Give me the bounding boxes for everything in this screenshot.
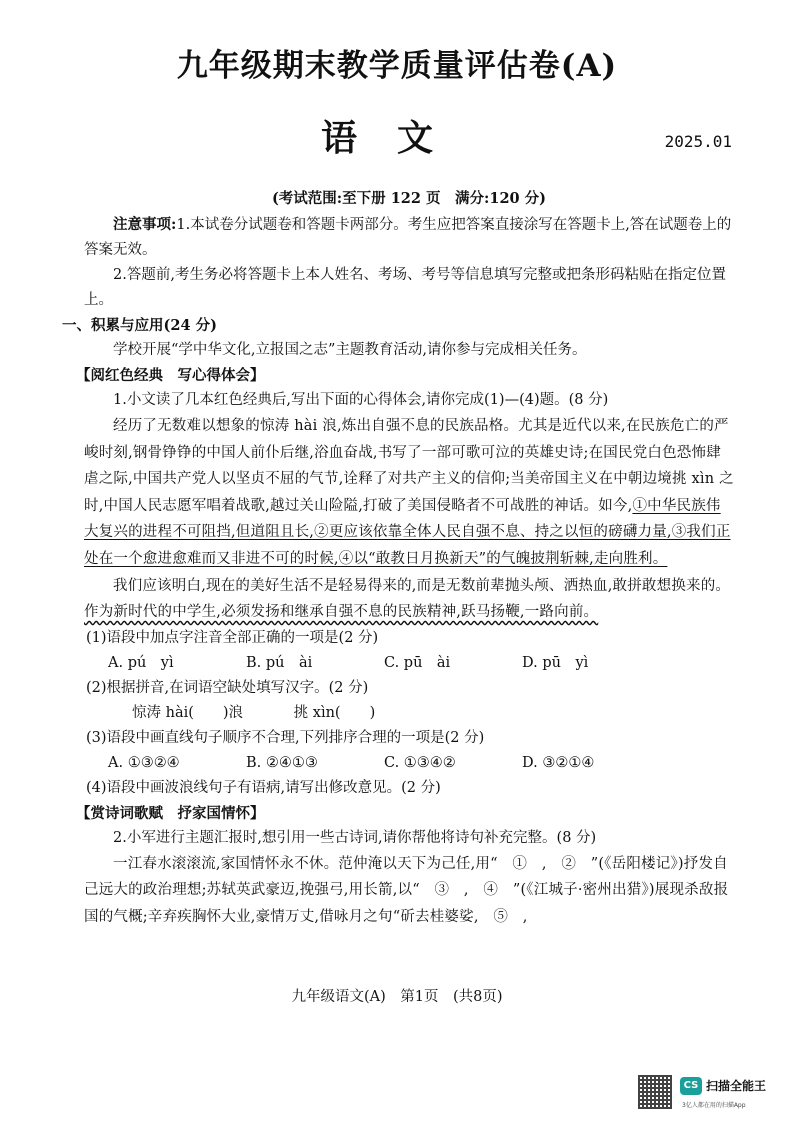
option-a: A. ①③②④ <box>108 754 180 771</box>
question-1-3-stem: (3)语段中画直线句子顺序不合理,下列排序合理的一项是(2 分) <box>86 729 485 746</box>
question-1-1-stem: (1)语段中加点字注音全部正确的一项是(2 分) <box>86 629 379 646</box>
wavy-underlined-sentence: 作为新时代的中学生,必须发扬和继承自强不息的民族精神,跃马扬鞭,一路向前。 <box>84 604 599 621</box>
option-d: D. ③②①④ <box>522 754 595 771</box>
camscanner-tagline: 3亿人都在用的扫描App <box>682 1102 746 1109</box>
section-1-intro: 学校开展“学中华文化,立报国之志”主题教育活动,请你参与完成相关任务。 <box>113 342 587 358</box>
question-2-passage: 一江春水滚滚流,家国情怀永不休。范仲淹以天下为己任,用“ ① , ② ”(《岳阳楼记》)抒发自己远大的政治理想;苏轼英武豪迈,挽强弓,用长箭,以“ ③ , ④ ”(《江城子·密州出猎》)展现杀敌报国的气概;辛弃疾胸怀大业,豪情万丈,借咏月之句“斫去桂婆娑, ⑤ , <box>84 855 729 925</box>
notes-item-1-text: 1.本试卷分试题卷和答题卡两部分。考生应把答案直接涂写在答题卡上,答在试题卷上的答案无效。 <box>84 217 732 258</box>
qr-code-icon <box>638 1075 672 1109</box>
section-1-heading: 一、积累与应用(24 分) <box>62 317 217 334</box>
subsection-poetry: 【赏诗词歌赋 抒家国情怀】 <box>76 804 265 822</box>
option-c: C. ①③④② <box>384 754 456 771</box>
exam-date: 2025.01 <box>664 132 732 151</box>
option-c: C. pū ài <box>384 654 451 671</box>
exam-title: 九年级期末教学质量评估卷(A) <box>176 48 618 84</box>
reading-passage <box>84 413 734 626</box>
notes-label: 注意事项: <box>113 216 177 233</box>
subject-title: 语文 <box>320 117 473 159</box>
question-1-3-options <box>108 751 734 776</box>
camscanner-logo-icon: CS <box>680 1077 702 1095</box>
page-footer: 九年级语文(A) 第1页 (共8页) <box>291 989 503 1005</box>
question-2-stem: 2.小军进行主题汇报时,想引用一些古诗词,请你帮他将诗句补充完整。(8 分) <box>113 829 597 846</box>
blank-xin: 挑 xìn( ) <box>293 704 376 721</box>
question-1-1-options <box>108 651 734 676</box>
option-b: B. ②④①③ <box>246 754 318 771</box>
passage-p1-text: 经历了无数难以想象的惊涛 hài 浪,炼出自强不息的民族品格。尤其是近代以来,在民族危亡的严峻时刻,钢骨铮铮的中国人前仆后继,浴血奋战,书写了一部可歌可泣的英雄史诗;在国民党白色恐怖肆虐之际,中国共产党人以坚贞不屈的气节,诠释了对共产主义的信仰;当美帝国主义在中朝边境挑 xìn 之时,中国人民志愿军唱着战歌,越过关山险隘,打破了美国侵略者不可战胜的神话。如今, <box>84 418 734 514</box>
exam-scope: (考试范围:至下册 122 页 满分:120 分) <box>271 190 547 207</box>
passage-p2-text: 我们应该明白,现在的美好生活不是轻易得来的,而是无数前辈抛头颅、洒热血,敢拼敢想换来的。 <box>113 577 731 594</box>
exam-content <box>62 186 734 931</box>
option-b: B. pú ài <box>246 654 313 671</box>
option-d: D. pū yì <box>522 654 589 671</box>
blank-hai: 惊涛 hài( )浪 <box>132 704 244 721</box>
question-1-4-stem: (4)语段中画波浪线句子有语病,请写出修改意见。(2 分) <box>86 779 441 796</box>
notes-item-2: 2.答题前,考生务必将答题卡上本人姓名、考场、考号等信息填写完整或把条形码粘贴在指定位置上。 <box>84 267 726 308</box>
question-1-stem: 1.小文读了几本红色经典后,写出下面的心得体会,请你完成(1)—(4)题。(8 分) <box>113 392 609 408</box>
straight-underlined-sentences: ①中华民族伟大复兴的进程不可阻挡,但道阻且长,②更应该依靠全体人民自强不息、持之以恒的磅礴力量,③我们正处在一个愈进愈难而又非进不可的时候,④以“敢教日月换新天”的气魄披荆斩棘,走向胜利。 <box>84 497 731 567</box>
question-1-2-stem: (2)根据拼音,在词语空缺处填写汉字。(2 分) <box>86 679 369 696</box>
passage-paragraph-2 <box>84 573 734 626</box>
question-1-2-blanks <box>132 701 734 726</box>
notes-item-1 <box>84 212 734 263</box>
option-a: A. pú yì <box>108 654 174 671</box>
passage-paragraph-1 <box>84 413 734 573</box>
camscanner-name: 扫描全能王 <box>706 1079 767 1093</box>
subsection-red-classics: 【阅红色经典 写心得体会】 <box>76 367 265 384</box>
